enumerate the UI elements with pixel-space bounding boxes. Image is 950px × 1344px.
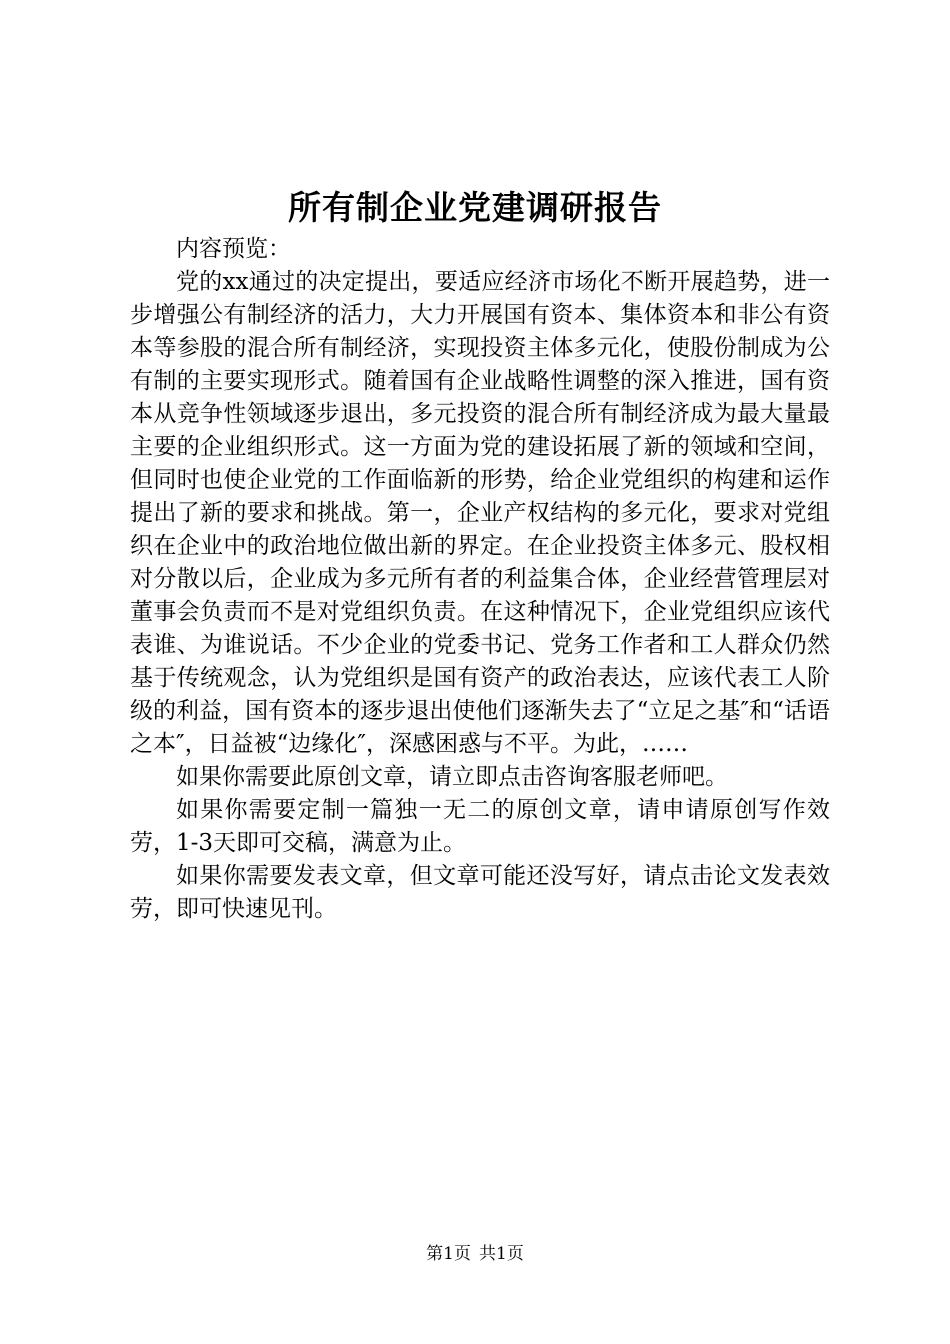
consult-prompt-paragraph: 如果你需要此原创文章，请立即点击咨询客服老师吧。 [176, 764, 728, 790]
page-count: 共1页 [479, 1244, 524, 1264]
document-title: 所有制企业党建调研报告 [288, 188, 662, 227]
document-body [130, 233, 830, 926]
page-footer [0, 1242, 950, 1266]
preview-paragraph: 党的xx通过的决定提出，要适应经济市场化不断开展趋势，进一步增强公有制经济的活力，大力开展国有资本、集体资本和非公有资本等参股的混合所有制经济，实现投资主体多元化，使股份制成为公有制的主要实现形式。随着国有企业战略性调整的深入推进，国有资本从竞争性领域逐步退出，多元投资的混合所有制经济成为最大量最主要的企业组织形式。这一方面为党的建设拓展了新的领域和空间，但同时也使企业党的工作面临新的形势，给企业党组织的构建和运作提出了新的要求和挑战。第一，企业产权结构的多元化，要求对党组织在企业中的政治地位做出新的界定。在企业投资主体多元、股权相对分散以后，企业成为多元所有者的利益集合体，企业经营管理层对董事会负责而不是对党组织负责。在这种情况下，企业党组织应该代表谁、为谁说话。不少企业的党委书记、党务工作者和工人群众仍然基于传统观念，认为党组织是国有资产的政治表达，应该代表工人阶级的利益，国有资本的逐步退出使他们逐渐失去了“立足之基″和“话语之本″，日益被“边缘化″，深感困惑与不平。为此，…… [130, 269, 830, 757]
custom-writing-paragraph: 如果你需要定制一篇独一无二的原创文章，请申请原创写作效劳，1-3天即可交稿，满意为止。 [130, 797, 830, 856]
page-number: 第1页 [426, 1244, 471, 1264]
publishing-paragraph: 如果你需要发表文章，但文章可能还没写好，请点击论文发表效劳，即可快速见刊。 [130, 863, 830, 922]
preview-label: 内容预览： [176, 236, 291, 262]
